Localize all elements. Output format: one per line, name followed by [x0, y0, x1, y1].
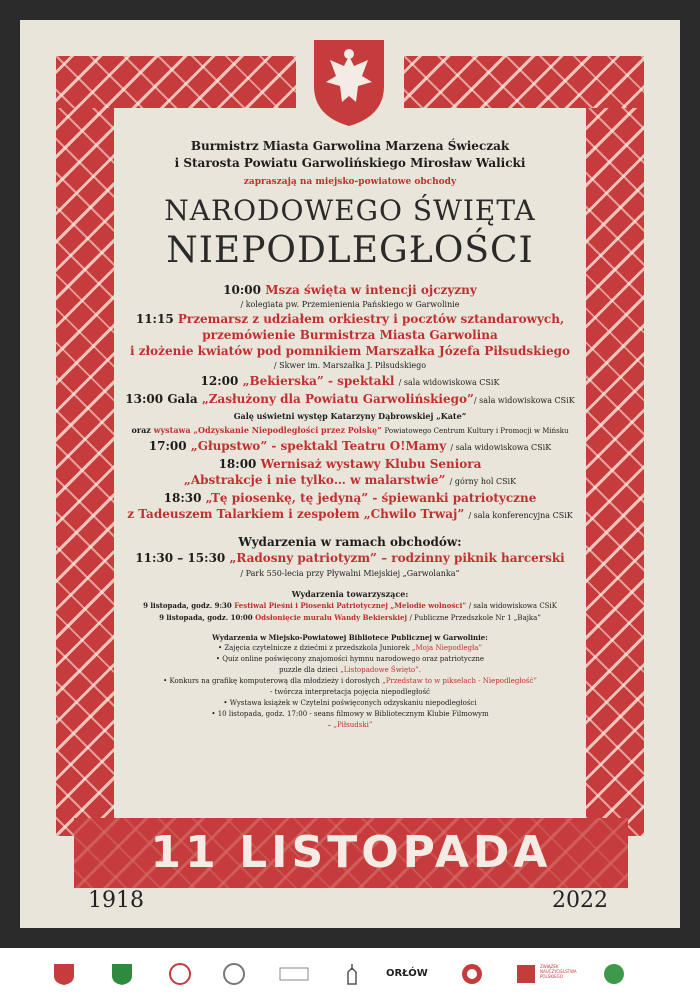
ribbon-top-left [56, 56, 296, 108]
title-line-2: NIEPODLEGŁOŚCI [166, 230, 534, 271]
event-piosenka: 18:30 „Tę piosenkę, tę jedyną” - śpiewanki patriotyczne [163, 491, 537, 505]
title-line-1: NARODOWEGO ŚWIĘTA [164, 194, 536, 227]
event-piosenka-line-2: z Tadeuszem Talarkiem i zespołem „Chwilo Trwaj” / sala konferencyjna CSiK [127, 507, 573, 521]
event-picnic-place: / Park 550-lecia przy Pływalni Miejskiej „Garwolanka” [240, 569, 460, 578]
date-banner-text: 11 LISTOPADA [150, 827, 552, 878]
date-banner [74, 818, 628, 888]
events-heading: Wydarzenia w ramach obchodów: [238, 535, 462, 549]
library-item-3-cont: - twórcza interpretacja pojęcia niepodległość [270, 688, 430, 696]
event-mass: 10:00 Msza święta w intencji ojczyzny [223, 283, 477, 297]
year-end: 2022 [552, 888, 608, 913]
side-event-festival: 9 listopada, godz. 9:30 Festiwal Pieśni i Piosenki Patriotycznej „Melodie wolności” / sala widowiskowa CSiK [143, 601, 557, 610]
sponsor-logos-bar [0, 948, 700, 1000]
sports-center-logo-icon [602, 962, 626, 986]
scouts-emblem-icon [460, 962, 484, 986]
library-item-2-cont: puzzle dla dzieci „Listopadowe Święto”. [279, 666, 421, 674]
event-picnic: 11:30 – 15:30 „Radosny patriotyzm” – rodzinny piknik harcerski [135, 551, 565, 565]
program-content [120, 138, 580, 731]
powiat-garwolinski-logo-icon [110, 962, 134, 986]
ribbon-right [586, 56, 644, 836]
event-wernisaz-line-2: „Abstrakcje i nie tylko… w malarstwie” / górny hol CSiK [183, 473, 517, 487]
orlow-logo: ORŁÓW [386, 968, 428, 979]
event-march-place: / Skwer im. Marszałka J. Piłsudskiego [273, 361, 427, 370]
invitation-text: zapraszają na miejsko-powiatowe obchody [243, 177, 457, 187]
polish-eagle-emblem [310, 36, 388, 128]
library-item-1: • Zajęcia czytelnicze z dziećmi z przedszkola Juniorek „Moja Niepodległa” [217, 644, 483, 652]
event-gala-extra: Galę uświetni występ Katarzyny Dąbrowskiej „Kate” [233, 411, 467, 421]
church-icon [340, 962, 364, 986]
library-item-3: • Konkurs na grafikę komputerową dla młodzieży i dorosłych „Przedstaw to w pikselach - Niepodległość” [163, 677, 537, 685]
event-gala: 13:00 Gala „Zasłużony dla Powiatu Garwolińskiego”/ sala widowiskowa CSiK [125, 392, 575, 406]
ribbon-top-right [404, 56, 644, 108]
library-item-5-cont: – „Piłsudski” [327, 721, 373, 729]
event-exhibition: oraz wystawa „Odzyskanie Niepodległości przez Polskę” Powiatowego Centrum Kultury i Promocji w Mińsku [131, 425, 569, 435]
library-logo-icon [222, 962, 246, 986]
library-item-2: • Quiz online poświęcony znajomości hymnu narodowego oraz patriotyczne [215, 655, 485, 663]
garwolin-coat-of-arms-icon [52, 962, 76, 986]
garwolin-city-logo-icon [168, 962, 192, 986]
event-march: 11:15 Przemarsz z udziałem orkiestry i pocztów sztandarowych, [135, 312, 565, 326]
znp-logo-text: ZWIĄZEK NAUCZYCIELSTWA POLSKIEGO [540, 964, 577, 979]
library-heading: Wydarzenia w Miejsko-Powiatowej Bibliotece Publicznej w Garwolinie: [212, 633, 488, 642]
library-item-4: • Wystawa książek w Czytelni poświęconych odzyskaniu niepodległości [223, 699, 477, 707]
organizer-line-1: Burmistrz Miasta Garwolina Marzena Świeczak [190, 139, 510, 153]
library-item-5: • 10 listopada, godz. 17:00 - seans filmowy w Bibliotecznym Klubie Filmowym [211, 710, 489, 718]
side-event-mural: 9 listopada, godz. 10:00 Odsłonięcie muralu Wandy Bekierskiej / Publiczne Przedszkole Nr 1 „Bajka” [159, 613, 541, 622]
side-events-heading: Wydarzenia towarzyszące: [291, 589, 409, 599]
ribbon-left [56, 56, 114, 836]
event-wernisaz: 18:00 Wernisaż wystawy Klubu Seniora [218, 457, 482, 471]
event-mass-place: / kolegiata pw. Przemienienia Pańskiego w Garwolinie [240, 300, 460, 309]
event-bekierska: 12:00 „Bekierska” - spektakl / sala widowiskowa CSiK [200, 374, 500, 388]
event-glupstwo: 17:00 „Głupstwo” - spektakl Teatru O!Mamy / sala widowiskowa CSiK [148, 439, 552, 453]
csik-logo-icon [278, 962, 310, 986]
year-start: 1918 [88, 888, 144, 913]
event-march-line-2: przemówienie Burmistrza Miasta Garwolina [202, 328, 498, 342]
organizer-line-2: i Starosta Powiatu Garwolińskiego Mirosław Walicki [174, 156, 526, 170]
event-march-line-3: i złożenie kwiatów pod pomnikiem Marszałka Józefa Piłsudskiego [129, 344, 571, 358]
znp-logo-icon [514, 962, 538, 986]
